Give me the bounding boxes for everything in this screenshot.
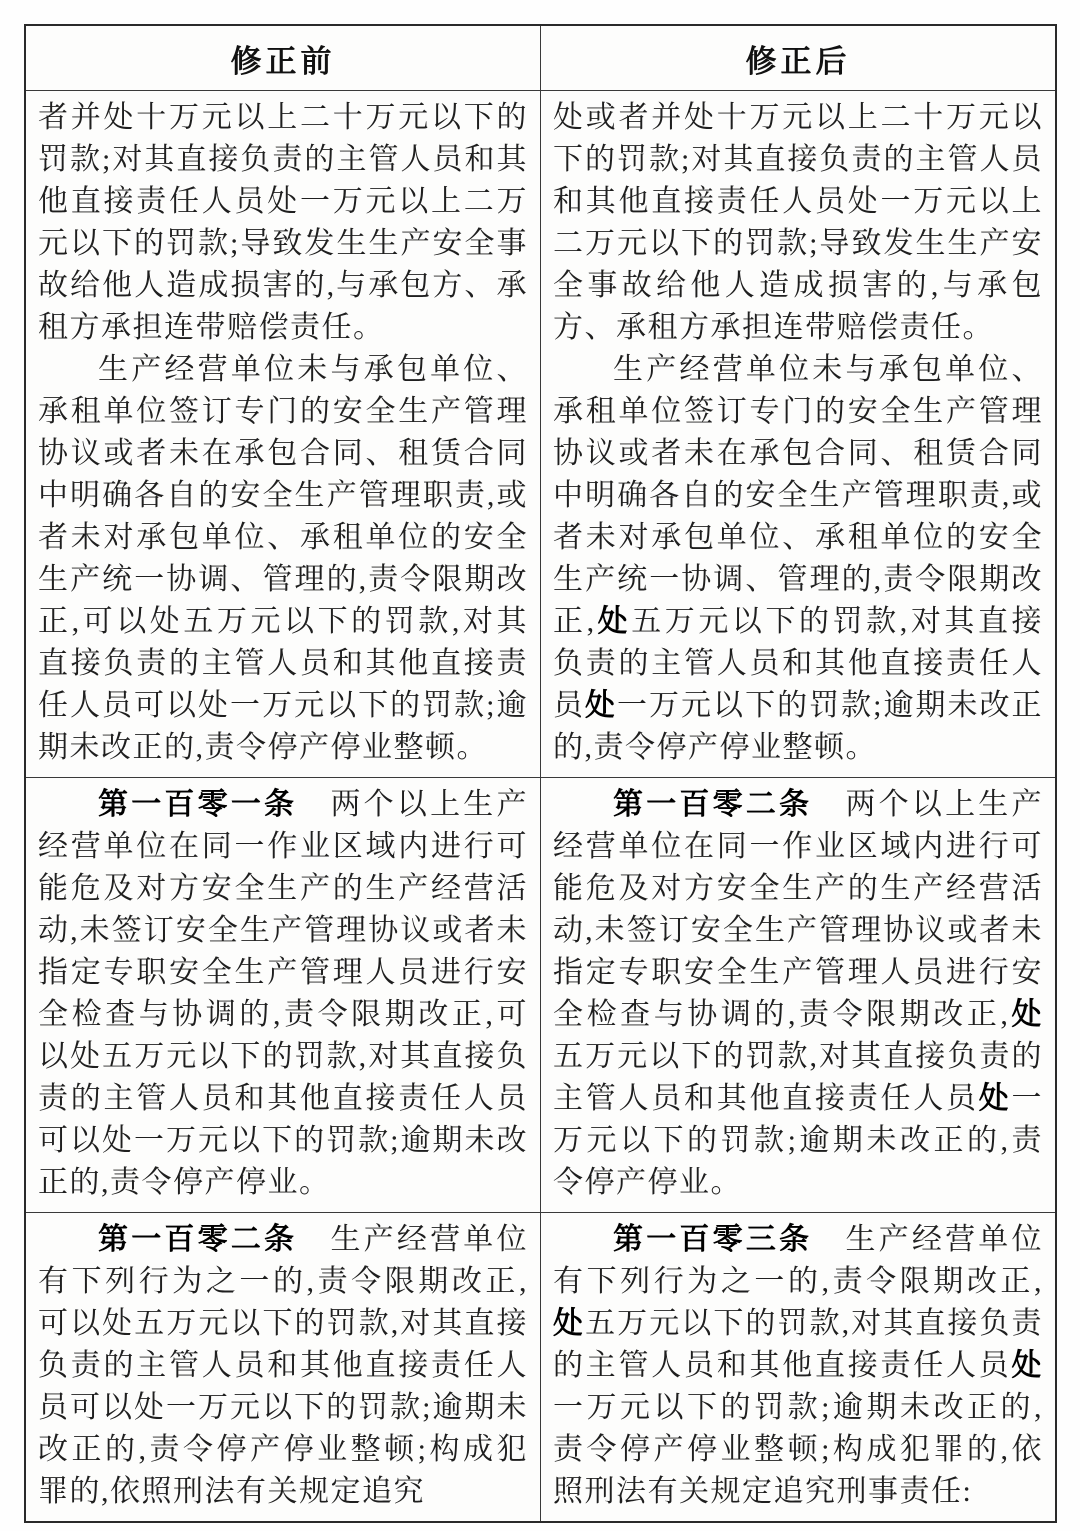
revision-comparison-table <box>24 24 1057 1523</box>
cell-before-row-1 <box>25 91 541 778</box>
paragraph: 生产经营单位未与承包单位、承租单位签订专门的安全生产管理协议或者未在承包合同、租赁合同中明确各自的安全生产管理职责,或者未对承包单位、承租单位的安全生产统一协调、管理的,责令限期改正,处五万元以下的罚款,对其直接负责的主管人员和其他直接责任人员处一万元以下的罚款;逾期未改正的,责令停产停业整顿。 <box>553 353 1044 764</box>
table-row-3 <box>25 1213 1056 1523</box>
column-header-after: 修正后 <box>541 25 1057 91</box>
table-row-2 <box>25 778 1056 1213</box>
paragraph: 第一百零一条 两个以上生产经营单位在同一作业区域内进行可能危及对方安全生产的生产经营活动,未签订安全生产管理协议或者未指定专职安全生产管理人员进行安全检查与协调的,责令限期改正,可以处五万元以下的罚款,对其直接负责的主管人员和其他直接责任人员可以处一万元以下的罚款;逾期未改正的,责令停产停业。 <box>38 788 528 1199</box>
paragraph: 第一百零三条 生产经营单位有下列行为之一的,责令限期改正,处五万元以下的罚款,对其直接负责的主管人员和其他直接责任人员处一万元以下的罚款;逾期未改正的,责令停产停业整顿;构成犯罪的,依照刑法有关规定追究刑事责任: <box>553 1223 1044 1508</box>
cell-before-row-3 <box>25 1213 541 1523</box>
cell-after-row-1 <box>541 91 1057 778</box>
cell-after-row-3 <box>541 1213 1057 1523</box>
paragraph: 处或者并处十万元以上二十万元以下的罚款;对其直接负责的主管人员和其他直接责任人员处一万元以上二万元以下的罚款;导致发生生产安全事故给他人造成损害的,与承包方、承租方承担连带赔偿责任。 <box>553 101 1043 344</box>
column-header-before: 修正前 <box>25 25 541 91</box>
table-row-1 <box>25 91 1056 778</box>
paragraph: 第一百零二条 两个以上生产经营单位在同一作业区域内进行可能危及对方安全生产的生产经营活动,未签订安全生产管理协议或者未指定专职安全生产管理人员进行安全检查与协调的,责令限期改正,处五万元以下的罚款,对其直接负责的主管人员和其他直接责任人员处一万元以下的罚款;逾期未改正的,责令停产停业。 <box>553 788 1044 1199</box>
cell-before-row-2 <box>25 778 541 1213</box>
paragraph: 第一百零二条 生产经营单位有下列行为之一的,责令限期改正,可以处五万元以下的罚款,对其直接负责的主管人员和其他直接责任人员可以处一万元以下的罚款;逾期未改正的,责令停产停业整顿;构成犯罪的,依照刑法有关规定追究 <box>38 1223 528 1508</box>
paragraph: 生产经营单位未与承包单位、承租单位签订专门的安全生产管理协议或者未在承包合同、租赁合同中明确各自的安全生产管理职责,或者未对承包单位、承租单位的安全生产统一协调、管理的,责令限期改正,可以处五万元以下的罚款,对其直接负责的主管人员和其他直接责任人员可以处一万元以下的罚款;逾期未改正的,责令停产停业整顿。 <box>38 353 528 764</box>
cell-after-row-2 <box>541 778 1057 1213</box>
header-row <box>25 25 1056 91</box>
paragraph: 者并处十万元以上二十万元以下的罚款;对其直接负责的主管人员和其他直接责任人员处一万元以上二万元以下的罚款;导致发生生产安全事故给他人造成损害的,与承包方、承租方承担连带赔偿责任。 <box>38 101 528 344</box>
